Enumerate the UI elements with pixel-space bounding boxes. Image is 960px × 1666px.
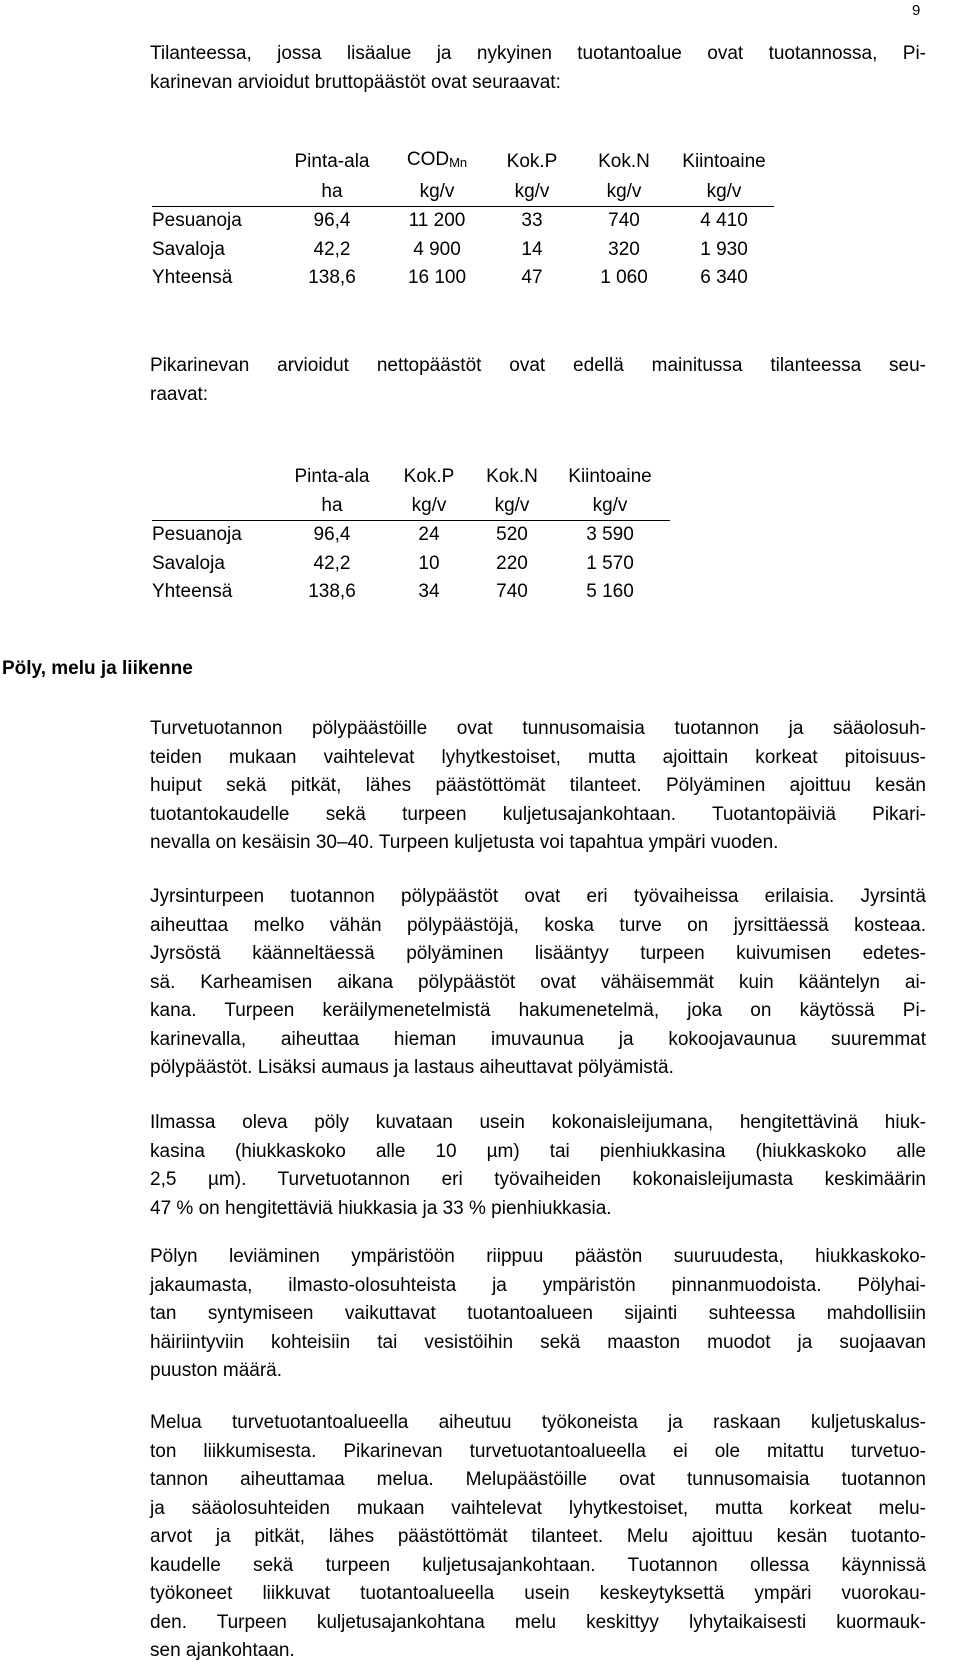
table-unit-row	[152, 178, 774, 207]
intro-paragraph-2	[150, 352, 926, 409]
body-paragraph-1	[150, 715, 926, 858]
table-cell: 4 410	[700, 210, 748, 231]
table-cell: 5 160	[586, 581, 634, 602]
unit-cell: kg/v	[574, 178, 674, 207]
table-cell: 320	[608, 238, 640, 260]
text-line: ton liikkumisesta. Pikarinevan turvetuotantoalueella ei ole mitattu turvetuo-	[150, 1440, 926, 1462]
text-line: Jyrsinturpeen tuotannon pölypäästöt ovat eri työvaiheissa erilaisia. Jyrsintä	[150, 886, 926, 907]
table-cell: 33	[521, 210, 543, 231]
header-cell: Kok.P	[403, 466, 455, 487]
unit-cell: kg/v	[490, 178, 574, 207]
header-cell: Kiintoaine	[568, 466, 652, 487]
text-line: tannon aiheuttamaa melua. Melupäästöille ovat tunnusomaisia tuotannon	[150, 1469, 926, 1490]
text-line: huiput sekä pitkät, lähes päästöttömät tilanteet. Pölyäminen ajoittuu kesän	[150, 775, 926, 796]
header-cell: $COD_{Mn}$	[406, 149, 468, 170]
table-row	[152, 521, 670, 550]
table-cell: 1 570	[586, 552, 634, 574]
net-emissions-table	[152, 463, 670, 607]
text-line: Ilmassa oleva pöly kuvataan usein kokonaisleijumana, hengitettävinä hiuk-	[150, 1112, 926, 1133]
text-line: Tilanteessa, jossa lisäalue ja nykyinen tuotantoalue ovat tuotannossa, Pi-	[150, 43, 926, 64]
table-cell: 138,6	[308, 581, 356, 602]
table-cell: 10	[418, 552, 440, 574]
unit-cell: ha	[280, 492, 384, 521]
header-cell: Pinta-ala	[294, 150, 370, 172]
table-cell: 96,4	[313, 210, 351, 231]
unit-cell: kg/v	[474, 492, 550, 521]
table-header-row	[152, 146, 774, 178]
text-line: työkoneet liikkuvat tuotantoalueella usein keskeytyksettä ympäri vuorokau-	[150, 1583, 926, 1604]
text-line: Pölyn leviäminen ympäristöön riippuu päästön suuruudesta, hiukkaskoko-	[150, 1246, 926, 1267]
row-label: Savaloja	[152, 552, 225, 574]
text-line: aiheuttaa melko vähän pölypäästöjä, koska turve on jyrsittäessä kosteaa.	[150, 914, 926, 936]
text-line: raavat:	[150, 383, 209, 405]
header-cell: Kok.N	[486, 466, 538, 487]
table-row	[152, 264, 774, 293]
text-line: karinevalla, aiheuttaa hieman imuvaunua ja kokoojavaunua suuremmat	[150, 1028, 926, 1050]
header-cell: Kiintoaine	[682, 150, 766, 172]
text-line: Melua turvetuotantoalueella aiheutuu työkoneista ja raskaan kuljetuskalus-	[150, 1412, 926, 1433]
table-row	[152, 207, 774, 236]
table-cell: 220	[496, 552, 528, 574]
text-line: Turvetuotannon pölypäästöille ovat tunnusomaisia tuotannon ja sääolosuh-	[150, 718, 926, 739]
table-cell: 138,6	[308, 267, 356, 288]
table-cell: 740	[496, 581, 528, 602]
text-line: tan syntymiseen vaikuttavat tuotantoalueen sijainti suhteessa mahdollisiin	[150, 1303, 926, 1324]
text-line: sä. Karheamisen aikana pölypäästöt ovat vähäisemmät kuin kääntelyn ai-	[150, 971, 926, 993]
text-line: kana. Turpeen keräilymenetelmistä hakumenetelmä, joka on käytössä Pi-	[150, 1000, 926, 1021]
row-label: Yhteensä	[152, 267, 233, 288]
text-line: teiden mukaan vaihtelevat lyhytkestoiset, mutta ajoittain korkeat pitoisuus-	[150, 746, 926, 768]
table-cell: 96,4	[313, 524, 351, 545]
table-cell: 42,2	[313, 238, 351, 260]
section-heading: Pöly, melu ja liikenne	[2, 658, 193, 679]
unit-cell: ha	[280, 178, 384, 207]
table-cell: 6 340	[700, 267, 748, 288]
text-line: pölypäästöt. Lisäksi aumaus ja lastaus aiheuttavat pölyämistä.	[150, 1057, 674, 1078]
row-label: Pesuanoja	[152, 210, 242, 231]
row-label: Savaloja	[152, 238, 225, 260]
text-line: karinevan arvioidut bruttopäästöt ovat seuraavat:	[150, 71, 561, 93]
table-row	[152, 550, 670, 579]
body-paragraph-5	[150, 1409, 926, 1666]
unit-cell: kg/v	[674, 178, 774, 207]
table-cell: 34	[418, 581, 440, 602]
unit-cell: kg/v	[550, 492, 670, 521]
table-unit-row	[152, 492, 670, 521]
unit-cell: kg/v	[384, 178, 490, 207]
table-cell: 47	[521, 267, 543, 288]
table-cell: 1 060	[600, 267, 648, 288]
text-line: 2,5 µm). Turvetuotannon eri työvaiheiden kokonaisleijumasta keskimäärin	[150, 1169, 926, 1190]
table-cell: 4 900	[413, 238, 461, 260]
intro-paragraph-1	[150, 40, 926, 97]
table-row	[152, 236, 774, 265]
table-cell: 42,2	[313, 552, 351, 574]
body-paragraph-3	[150, 1109, 926, 1223]
table-cell: 16 100	[407, 267, 467, 288]
header-cell: Kok.N	[598, 150, 650, 172]
table-header-row	[152, 463, 670, 492]
table-cell: 3 590	[586, 524, 634, 545]
table-cell: 14	[521, 238, 543, 260]
body-paragraph-4	[150, 1243, 926, 1386]
page-number: 9	[912, 2, 921, 19]
header-cell: Pinta-ala	[294, 466, 370, 487]
row-label: Yhteensä	[152, 581, 233, 602]
unit-cell: kg/v	[384, 492, 474, 521]
text-line: Pikarinevan arvioidut nettopäästöt ovat edellä mainitussa tilanteessa seu-	[150, 355, 926, 376]
text-line: kasina (hiukkaskoko alle 10 µm) tai pienhiukkasina (hiukkaskoko alle	[150, 1140, 926, 1162]
text-line: Jyrsöstä käänneltäessä pölyäminen lisääntyy turpeen kuivumisen edetes-	[150, 943, 926, 964]
text-line: kaudelle sekä turpeen kuljetusajankohtaan. Tuotannon ollessa käynnissä	[150, 1554, 926, 1576]
table-cell: 11 200	[408, 210, 466, 231]
table-row	[152, 578, 670, 607]
text-line: nevalla on kesäisin 30–40. Turpeen kuljetusta voi tapahtua ympäri vuoden.	[150, 832, 779, 853]
text-line: 47 % on hengitettäviä hiukkasia ja 33 % pienhiukkasia.	[150, 1197, 612, 1219]
text-line: arvot ja pitkät, lähes päästöttömät tilanteet. Melu ajoittuu kesän tuotanto-	[150, 1526, 926, 1547]
text-line: puuston määrä.	[150, 1360, 283, 1381]
body-paragraph-2	[150, 883, 926, 1083]
text-line: häiriintyviin kohteisiin tai vesistöihin sekä maaston muodot ja suojaavan	[150, 1331, 926, 1353]
table-cell: 520	[496, 524, 528, 545]
table-cell: 24	[418, 524, 440, 545]
text-line: ja sääolosuhteiden mukaan vaihtelevat lyhytkestoiset, mutta korkeat melu-	[150, 1497, 926, 1519]
text-line: sen ajankohtaan.	[150, 1640, 295, 1661]
table-cell: 1 930	[700, 238, 748, 260]
text-line: den. Turpeen kuljetusajankohtana melu keskittyy lyhytaikaisesti kuormauk-	[150, 1611, 926, 1633]
gross-emissions-table	[152, 146, 774, 293]
header-cell: Kok.P	[506, 150, 558, 172]
header-subscript: Mn	[449, 155, 468, 170]
text-line: jakaumasta, ilmasto-olosuhteista ja ympäristön pinnanmuodoista. Pölyhai-	[150, 1274, 926, 1296]
text-line: tuotantokaudelle sekä turpeen kuljetusajankohtaan. Tuotantopäiviä Pikari-	[150, 803, 926, 825]
table-cell: 740	[608, 210, 640, 231]
row-label: Pesuanoja	[152, 524, 242, 545]
